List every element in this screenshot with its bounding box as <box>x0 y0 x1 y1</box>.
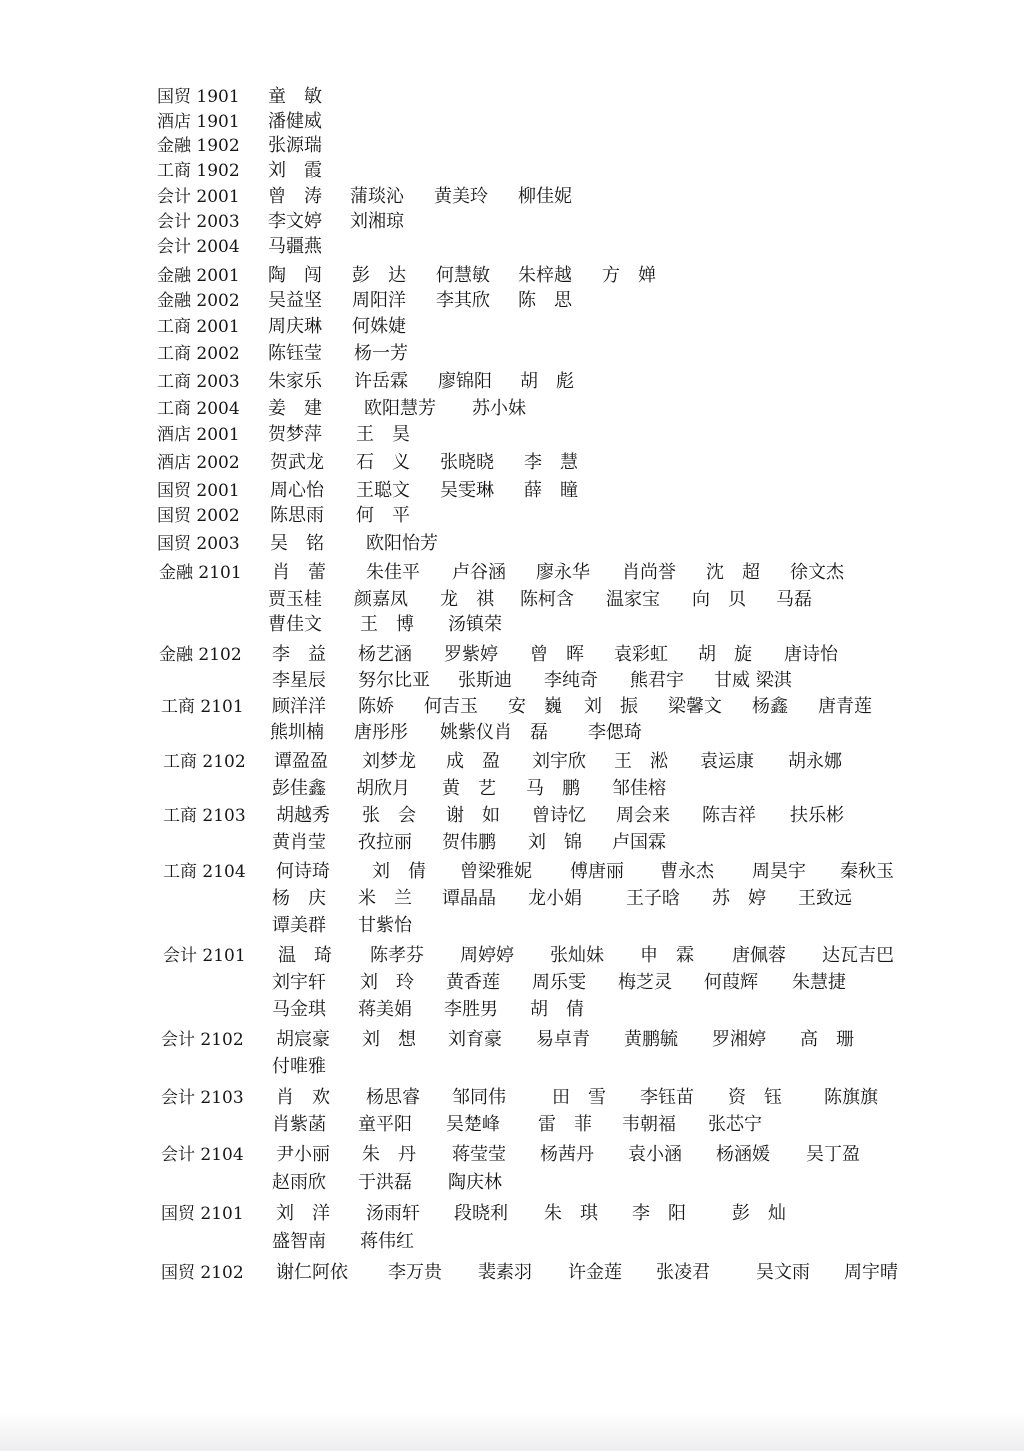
student-name: 达瓦吉巴 <box>822 945 894 966</box>
student-name: 熊圳楠 <box>270 722 324 743</box>
class-label: 会计 2001 <box>157 187 240 207</box>
student-name: 杨思睿 <box>366 1087 420 1108</box>
class-label: 国贸 2002 <box>157 506 240 526</box>
scan-bottom-shadow <box>0 1411 1024 1451</box>
student-name: 石 义 <box>356 452 410 473</box>
class-label: 工商 2003 <box>157 372 240 392</box>
student-name: 汤雨轩 <box>366 1203 420 1224</box>
student-name: 刘 锦 <box>528 832 582 853</box>
student-name: 磊 <box>530 722 548 743</box>
student-name: 刘湘琼 <box>350 211 404 232</box>
student-name: 周会来 <box>616 805 670 826</box>
student-name: 刘宇欣 <box>532 751 586 772</box>
class-label: 工商 2004 <box>157 399 240 419</box>
student-name: 王 昊 <box>356 424 410 445</box>
student-name: 李钰苗 <box>640 1087 694 1108</box>
student-name: 彭 达 <box>352 265 406 286</box>
student-name: 罗紫婷 <box>444 644 498 665</box>
student-name: 胡宸豪 <box>276 1029 330 1050</box>
student-name: 周心怡 <box>270 480 324 501</box>
student-name: 杨涵媛 <box>716 1144 770 1165</box>
student-name: 甘紫怡 <box>358 915 412 936</box>
class-label: 工商 2002 <box>157 344 240 364</box>
student-name: 梅芝灵 <box>618 972 672 993</box>
class-label: 酒店 2002 <box>157 453 240 473</box>
student-name: 于洪磊 <box>358 1172 412 1193</box>
student-name: 何吉玉 <box>424 696 478 717</box>
student-name: 吴丁盈 <box>806 1144 860 1165</box>
student-name: 沈 超 <box>706 562 760 583</box>
class-label: 工商 2101 <box>161 697 244 717</box>
student-name: 申 霖 <box>640 945 694 966</box>
student-name: 贺梦萍 <box>268 424 322 445</box>
student-name: 曾梁雅妮 <box>460 861 532 882</box>
student-name: 许岳霖 <box>354 371 408 392</box>
student-name: 廖永华 <box>536 562 590 583</box>
student-name: 曾诗忆 <box>532 805 586 826</box>
student-name: 刘 振 <box>584 696 638 717</box>
student-name: 肖 蕾 <box>272 562 326 583</box>
student-name: 李 益 <box>272 644 326 665</box>
student-name: 曹永杰 <box>660 861 714 882</box>
student-name: 唐彤彤 <box>354 722 408 743</box>
student-name: 田 雪 <box>552 1087 606 1108</box>
student-name: 谭美群 <box>272 915 326 936</box>
class-label: 酒店 2001 <box>157 425 240 445</box>
student-name: 成 盈 <box>446 751 500 772</box>
student-name: 贺伟鹏 <box>442 832 496 853</box>
student-name: 陶 闯 <box>268 265 322 286</box>
student-name: 陈娇 <box>358 696 394 717</box>
class-label: 酒店 1901 <box>157 112 240 132</box>
student-name: 肖尚誉 <box>622 562 676 583</box>
student-name: 龙小娟 <box>528 888 582 909</box>
class-label: 会计 2004 <box>157 237 240 257</box>
class-label: 国贸 2001 <box>157 481 240 501</box>
student-name: 高 珊 <box>800 1029 854 1050</box>
student-name: 彭 灿 <box>732 1203 786 1224</box>
student-name: 谭盈盈 <box>274 751 328 772</box>
student-name: 黄肖莹 <box>272 832 326 853</box>
student-name: 肖 欢 <box>276 1087 330 1108</box>
student-name: 王 淞 <box>614 751 668 772</box>
student-name: 童 敏 <box>268 86 322 107</box>
student-name: 王子晗 <box>626 888 680 909</box>
student-name: 蒋美娟 <box>358 999 412 1020</box>
student-name: 吴益坚 <box>268 290 322 311</box>
student-name: 苏 婷 <box>712 888 766 909</box>
student-name: 王 博 <box>360 614 414 635</box>
student-name: 马磊 <box>776 589 812 610</box>
class-label: 金融 2001 <box>157 266 240 286</box>
class-label: 工商 2001 <box>157 317 240 337</box>
class-label: 金融 2002 <box>157 291 240 311</box>
student-name: 朱佳平 <box>366 562 420 583</box>
student-name: 姚紫仪肖 <box>440 722 512 743</box>
student-name: 唐佩蓉 <box>732 945 786 966</box>
student-name: 卢谷涵 <box>452 562 506 583</box>
student-name: 曾 晖 <box>530 644 584 665</box>
student-name: 马疆燕 <box>268 236 322 257</box>
student-name: 唐青莲 <box>818 696 872 717</box>
student-name: 许金莲 <box>568 1262 622 1283</box>
student-name: 张 会 <box>362 805 416 826</box>
student-name: 张斯迪 <box>458 670 512 691</box>
class-label: 会计 2103 <box>161 1088 244 1108</box>
student-name: 刘育豪 <box>448 1029 502 1050</box>
student-name: 柳佳妮 <box>518 186 572 207</box>
class-label: 国贸 1901 <box>157 87 240 107</box>
student-name: 张晓晓 <box>440 452 494 473</box>
student-name: 王致远 <box>798 888 852 909</box>
student-name: 马金琪 <box>272 999 326 1020</box>
student-name: 刘 洋 <box>276 1203 330 1224</box>
student-name: 汤镇荣 <box>448 614 502 635</box>
student-name: 周宇晴 <box>844 1262 898 1283</box>
student-name: 朱 丹 <box>362 1144 416 1165</box>
student-name: 袁彩虹 <box>614 644 668 665</box>
student-name: 黄 艺 <box>442 778 496 799</box>
student-name: 傅唐丽 <box>570 861 624 882</box>
student-name: 潘健威 <box>268 111 322 132</box>
student-name: 易卓青 <box>536 1029 590 1050</box>
student-name: 胡永娜 <box>788 751 842 772</box>
student-name: 吴文雨 <box>756 1262 810 1283</box>
student-name: 邹同伟 <box>452 1087 506 1108</box>
student-name: 雷 菲 <box>538 1114 592 1135</box>
student-name: 何诗琦 <box>276 861 330 882</box>
student-name: 陈钰莹 <box>268 343 322 364</box>
student-name: 李胜男 <box>444 999 498 1020</box>
student-name: 李纯奇 <box>544 670 598 691</box>
student-name: 欧阳怡芳 <box>366 533 438 554</box>
student-name: 童平阳 <box>358 1114 412 1135</box>
student-name: 胡欣月 <box>356 778 410 799</box>
student-name: 韦朝福 <box>622 1114 676 1135</box>
student-name: 尹小丽 <box>276 1144 330 1165</box>
student-name: 刘 想 <box>362 1029 416 1050</box>
student-name: 张芯宁 <box>708 1114 762 1135</box>
class-label: 会计 2102 <box>161 1030 244 1050</box>
student-name: 胡越秀 <box>276 805 330 826</box>
student-name: 裴素羽 <box>478 1262 532 1283</box>
student-name: 彭佳鑫 <box>272 778 326 799</box>
student-name: 顾洋洋 <box>272 696 326 717</box>
student-name: 胡 旋 <box>698 644 752 665</box>
class-label: 会计 2003 <box>157 212 240 232</box>
student-name: 陈思雨 <box>270 505 324 526</box>
student-name: 邹佳榕 <box>612 778 666 799</box>
student-name: 周婷婷 <box>460 945 514 966</box>
student-name: 张凌君 <box>656 1262 710 1283</box>
student-name: 李文婷 <box>268 211 322 232</box>
student-name: 朱家乐 <box>268 371 322 392</box>
student-name: 龙 祺 <box>440 589 494 610</box>
student-name: 何姝婕 <box>352 316 406 337</box>
student-name: 谭晶晶 <box>442 888 496 909</box>
student-name: 吴雯琳 <box>440 480 494 501</box>
student-name: 杨茜丹 <box>540 1144 594 1165</box>
class-label: 工商 2103 <box>163 806 246 826</box>
student-name: 唐诗怡 <box>784 644 838 665</box>
student-name: 袁小涵 <box>628 1144 682 1165</box>
student-name: 姜 建 <box>268 398 322 419</box>
student-name: 杨一芳 <box>354 343 408 364</box>
student-name: 谢 如 <box>446 805 500 826</box>
student-name: 周阳洋 <box>352 290 406 311</box>
student-name: 肖紫菡 <box>272 1114 326 1135</box>
student-name: 陈吉祥 <box>702 805 756 826</box>
student-name: 资 钰 <box>728 1087 782 1108</box>
student-name: 孜拉丽 <box>358 832 412 853</box>
student-name: 安 巍 <box>508 696 562 717</box>
student-name: 廖锦阳 <box>438 371 492 392</box>
student-name: 陶庆林 <box>448 1172 502 1193</box>
class-label: 工商 1902 <box>157 161 240 181</box>
student-name: 朱梓越 <box>518 265 572 286</box>
student-name: 温家宝 <box>606 589 660 610</box>
student-name: 谢仁阿依 <box>276 1262 348 1283</box>
student-name: 赵雨欣 <box>272 1172 326 1193</box>
student-name: 胡 彪 <box>520 371 574 392</box>
student-name: 付唯雅 <box>272 1056 326 1077</box>
student-name: 曾 涛 <box>268 186 322 207</box>
class-label: 国贸 2101 <box>161 1204 244 1224</box>
student-name: 李偲琦 <box>588 722 642 743</box>
class-label: 金融 1902 <box>157 136 240 156</box>
student-name: 秦秋玉 <box>840 861 894 882</box>
class-label: 金融 2102 <box>159 645 242 665</box>
student-name: 贺武龙 <box>270 452 324 473</box>
student-name: 苏小妹 <box>472 398 526 419</box>
student-name: 梁馨文 <box>668 696 722 717</box>
student-name: 贾玉桂 <box>268 589 322 610</box>
student-name: 王聪文 <box>356 480 410 501</box>
student-name: 何葭辉 <box>704 972 758 993</box>
student-name: 陈 思 <box>518 290 572 311</box>
student-name: 周庆琳 <box>268 316 322 337</box>
student-name: 李其欣 <box>436 290 490 311</box>
student-name: 张灿妹 <box>550 945 604 966</box>
class-label: 金融 2101 <box>159 563 242 583</box>
student-name: 杨 庆 <box>272 888 326 909</box>
class-label: 会计 2101 <box>163 946 246 966</box>
student-name: 朱慧捷 <box>792 972 846 993</box>
student-name: 黄美玲 <box>434 186 488 207</box>
student-name: 马 鹏 <box>526 778 580 799</box>
student-name: 黄香莲 <box>446 972 500 993</box>
class-label: 工商 2104 <box>163 862 246 882</box>
student-name: 努尔比亚 <box>358 670 430 691</box>
student-name: 胡 倩 <box>530 999 584 1020</box>
student-name: 蒋莹莹 <box>452 1144 506 1165</box>
class-label: 会计 2104 <box>161 1145 244 1165</box>
student-name: 杨艺涵 <box>358 644 412 665</box>
student-name: 陈旗旗 <box>824 1087 878 1108</box>
student-name: 蒲琰沁 <box>350 186 404 207</box>
class-label: 国贸 2003 <box>157 534 240 554</box>
student-name: 薛 瞳 <box>524 480 578 501</box>
student-name: 刘 玲 <box>360 972 414 993</box>
student-name: 温 琦 <box>278 945 332 966</box>
student-name: 李星辰 <box>272 670 326 691</box>
student-name: 杨鑫 <box>752 696 788 717</box>
student-name: 盛智南 <box>272 1231 326 1252</box>
student-name: 周昊宇 <box>752 861 806 882</box>
student-name: 米 兰 <box>358 888 412 909</box>
student-name: 扶乐彬 <box>790 805 844 826</box>
student-name: 罗湘婷 <box>712 1029 766 1050</box>
student-name: 陈柯含 <box>520 589 574 610</box>
student-name: 向 贝 <box>692 589 746 610</box>
student-name: 徐文杰 <box>790 562 844 583</box>
student-name: 方 婵 <box>602 265 656 286</box>
student-name: 朱 琪 <box>544 1203 598 1224</box>
class-label: 工商 2102 <box>163 752 246 772</box>
class-label: 国贸 2102 <box>161 1263 244 1283</box>
student-name: 刘 霞 <box>268 160 322 181</box>
student-name: 张源瑞 <box>268 135 322 156</box>
student-name: 黄鹏毓 <box>624 1029 678 1050</box>
student-name: 何 平 <box>356 505 410 526</box>
student-name: 曹佳文 <box>268 614 322 635</box>
student-name: 蒋伟红 <box>360 1231 414 1252</box>
student-name: 陈孝芬 <box>370 945 424 966</box>
student-name: 刘 倩 <box>372 861 426 882</box>
student-name: 段晓利 <box>454 1203 508 1224</box>
student-name: 刘梦龙 <box>362 751 416 772</box>
student-name: 卢国霖 <box>612 832 666 853</box>
student-name: 李 阳 <box>632 1203 686 1224</box>
student-name: 吴 铭 <box>270 533 324 554</box>
student-name: 周乐雯 <box>532 972 586 993</box>
student-name: 李 慧 <box>524 452 578 473</box>
student-name: 甘威 梁淇 <box>714 670 792 691</box>
student-name: 欧阳慧芳 <box>364 398 436 419</box>
student-name: 熊君宇 <box>630 670 684 691</box>
student-name: 刘宇轩 <box>272 972 326 993</box>
student-name: 颜嘉凤 <box>354 589 408 610</box>
student-name: 何慧敏 <box>436 265 490 286</box>
student-name: 袁运康 <box>700 751 754 772</box>
student-name: 吴楚峰 <box>446 1114 500 1135</box>
student-name: 李万贵 <box>388 1262 442 1283</box>
